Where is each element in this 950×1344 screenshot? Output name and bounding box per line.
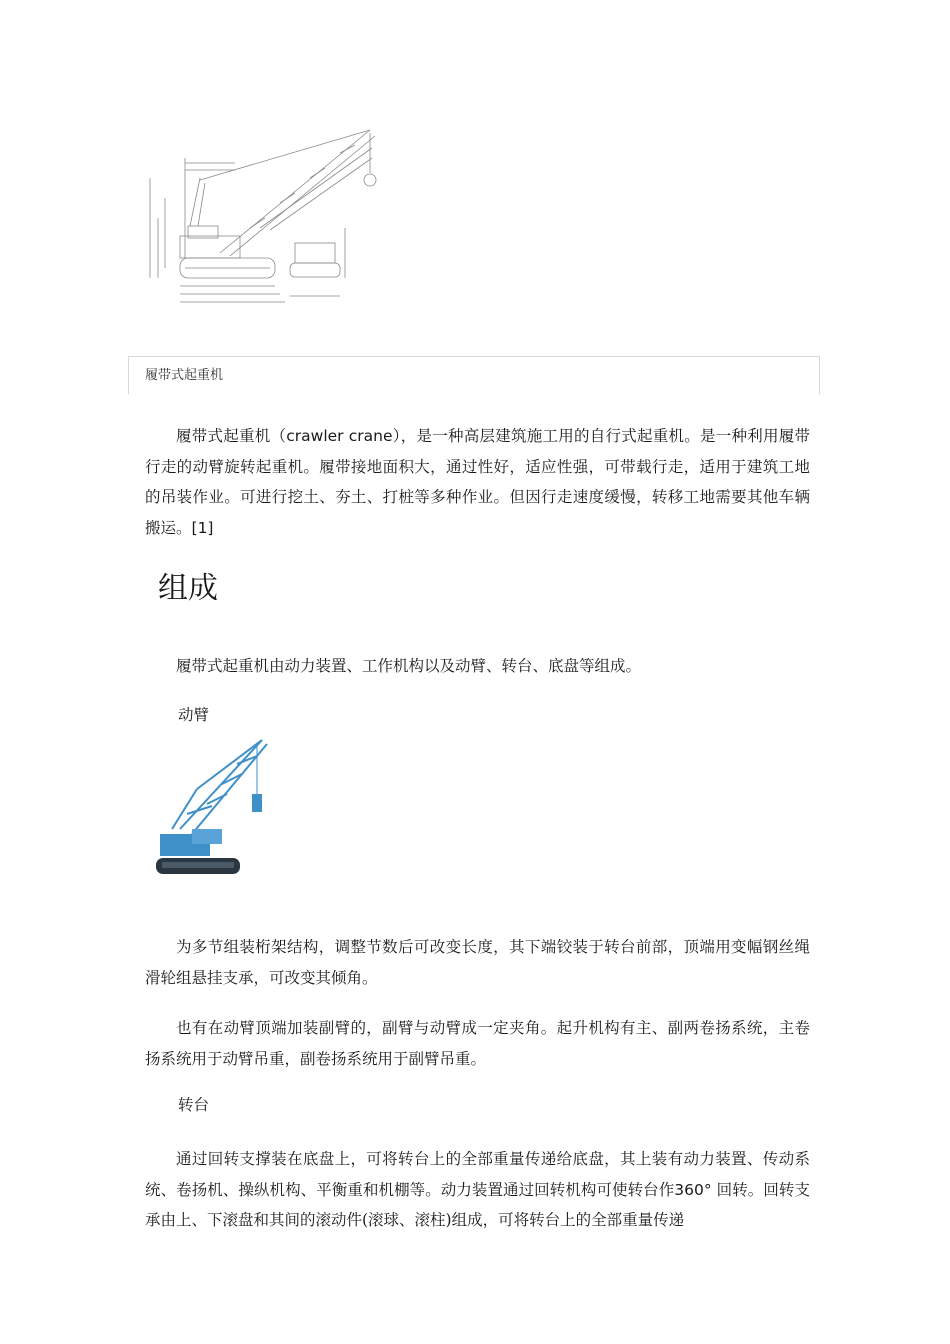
figure-caption-box bbox=[128, 356, 820, 394]
citation-link[interactable]: [1] bbox=[191, 518, 214, 537]
intro-text-after: ），是一种高层建筑施工用的自行式起重机。是一种利用履带行走的动臂旋转起重机。履带接地面积大，通过性好，适应性强，可带载行走，适用于建筑工地的吊装作业。可进行挖土、夯土、打桩等多种作业。但因行走速度缓慢，转移工地需要其他车辆搬运。 bbox=[145, 427, 810, 537]
turntable-paragraph bbox=[145, 1144, 810, 1236]
figure-caption: 履带式起重机 bbox=[145, 368, 224, 383]
intro-paragraph bbox=[145, 421, 810, 543]
boom-paragraph-1: 为多节组装桁架结构，调整节数后可改变长度，其下端铰装于转台前部，顶端用变幅钢丝绳滑轮组悬挂支承，可改变其倾角。 bbox=[145, 938, 810, 987]
boom-paragraph-2: 也有在动臂顶端加装副臂的，副臂与动臂成一定夹角。起升机构有主、副两卷扬系统，主卷扬系统用于动臂吊重，副卷扬系统用于副臂吊重。 bbox=[145, 1019, 810, 1068]
intro-term: crawler crane bbox=[286, 427, 393, 445]
turntable-label: 转台 bbox=[178, 1096, 210, 1114]
intro-text-before: 履带式起重机（ bbox=[176, 427, 287, 445]
crane-drawing bbox=[140, 118, 395, 313]
crane-photo bbox=[152, 734, 274, 880]
turntable-text-b: 回转。回转支承由上、下滚盘和其间的滚动件(滚球、滚柱)组成，可将转台上的全部重量传递 bbox=[145, 1180, 810, 1229]
boom-label: 动臂 bbox=[178, 706, 210, 724]
section-heading: 组成 bbox=[158, 571, 218, 606]
turntable-degrees: 360° bbox=[674, 1180, 712, 1199]
section-summary: 履带式起重机由动力装置、工作机构以及动臂、转台、底盘等组成。 bbox=[176, 657, 642, 675]
turntable-text-a: 通过回转支撑装在底盘上，可将转台上的全部重量传递给底盘，其上装有动力装置、传动系统、卷扬机、操纵机构、平衡重和机棚等。动力装置通过回转机构可使转台作 bbox=[145, 1150, 810, 1199]
